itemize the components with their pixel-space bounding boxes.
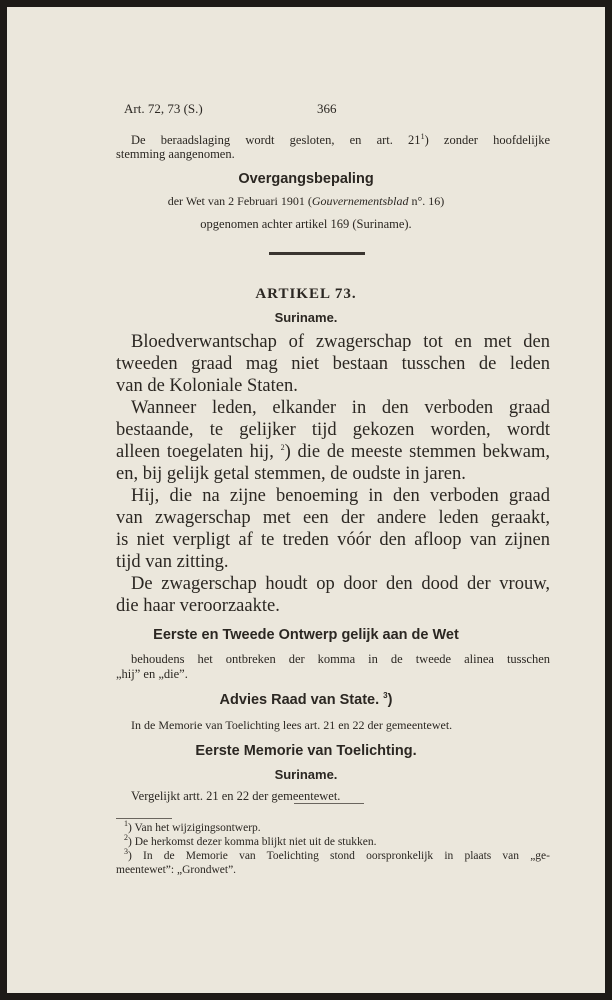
ontwerp-line-1: behoudens het ontbreken der komma in de tweede alinea tusschen xyxy=(131,652,550,666)
article-line-with-ref: alleen toegelaten hij, $^2$) die de meeste stemmen bekwam, xyxy=(116,442,550,462)
article-line: en, bij gelijk getal stemmen, de oudste in jaren. xyxy=(116,464,466,484)
footnote-1: $^1$) Van het wijzigingsontwerp. xyxy=(124,819,261,834)
article-line: bestaande, te gelijker tijd gekozen worden, wordt xyxy=(116,420,550,440)
thin-divider xyxy=(294,803,364,804)
ontwerp-heading: Eerste en Tweede Ontwerp gelijk aan de Wet xyxy=(153,627,459,643)
footnote-2: $^2$) De herkomst dezer komma blijkt niet uit de stukken. xyxy=(124,833,377,848)
advies-line-1: In de Memorie van Toelichting lees art. 21 en 22 der gemeentewet. xyxy=(131,718,453,732)
section-divider xyxy=(269,252,365,255)
page-number: 366 xyxy=(317,101,337,116)
article-line: van zwagerschap met een der andere leden geraakt, xyxy=(116,508,550,528)
transition-line-1: der Wet van 2 Februari 1901 (Gouvernementsblad n°. 16) xyxy=(167,194,445,208)
article-line: tijd van zitting. xyxy=(116,552,229,572)
transition-line-2: opgenomen achter artikel 169 (Suriname). xyxy=(200,217,412,231)
transition-heading: Overgangsbepaling xyxy=(238,171,374,187)
memorie-heading: Eerste Memorie van Toelichting. xyxy=(195,743,417,759)
footnote-3: $^3$) In de Memorie van Toelichting stond oorspronkelijk in plaats van „ge- xyxy=(124,847,550,862)
article-line: is niet verpligt af te treden vóór den afloop van zijnen xyxy=(116,530,550,550)
intro-line-1: De beraadslaging wordt gesloten, en art. $21^1$) zonder hoofdelijke xyxy=(131,131,550,147)
article-line: tweeden graad mag niet bestaan tusschen de leden xyxy=(116,354,550,374)
article-line: De zwagerschap houdt op door den dood der vrouw, xyxy=(131,574,550,594)
article-line: Wanneer leden, elkander in den verboden graad xyxy=(131,398,550,418)
article-line: Bloedverwantschap of zwagerschap tot en met den xyxy=(131,332,550,352)
footnote-3-continuation: meentewet”: „Grondwet”. xyxy=(116,864,237,876)
ontwerp-line-2: „hij” en „die”. xyxy=(116,667,188,681)
advies-heading: Advies Raad van State. $^3$) xyxy=(219,691,393,708)
article-subtitle: Suriname. xyxy=(274,310,338,325)
article-title: ARTIKEL 73. xyxy=(255,286,357,302)
memorie-subheading: Suriname. xyxy=(274,767,338,782)
article-line: Hij, die na zijne benoeming in den verboden graad xyxy=(131,486,550,506)
intro-line-2: stemming aangenomen. xyxy=(116,147,235,161)
document-page xyxy=(7,7,605,993)
article-line: die haar veroorzaakte. xyxy=(116,596,280,616)
memorie-line-1: Vergelijkt artt. 21 en 22 der gemeentewet. xyxy=(131,789,341,803)
article-line: van de Koloniale Staten. xyxy=(116,376,298,396)
running-header-article-ref: Art. 72, 73 (S.) xyxy=(124,101,203,116)
